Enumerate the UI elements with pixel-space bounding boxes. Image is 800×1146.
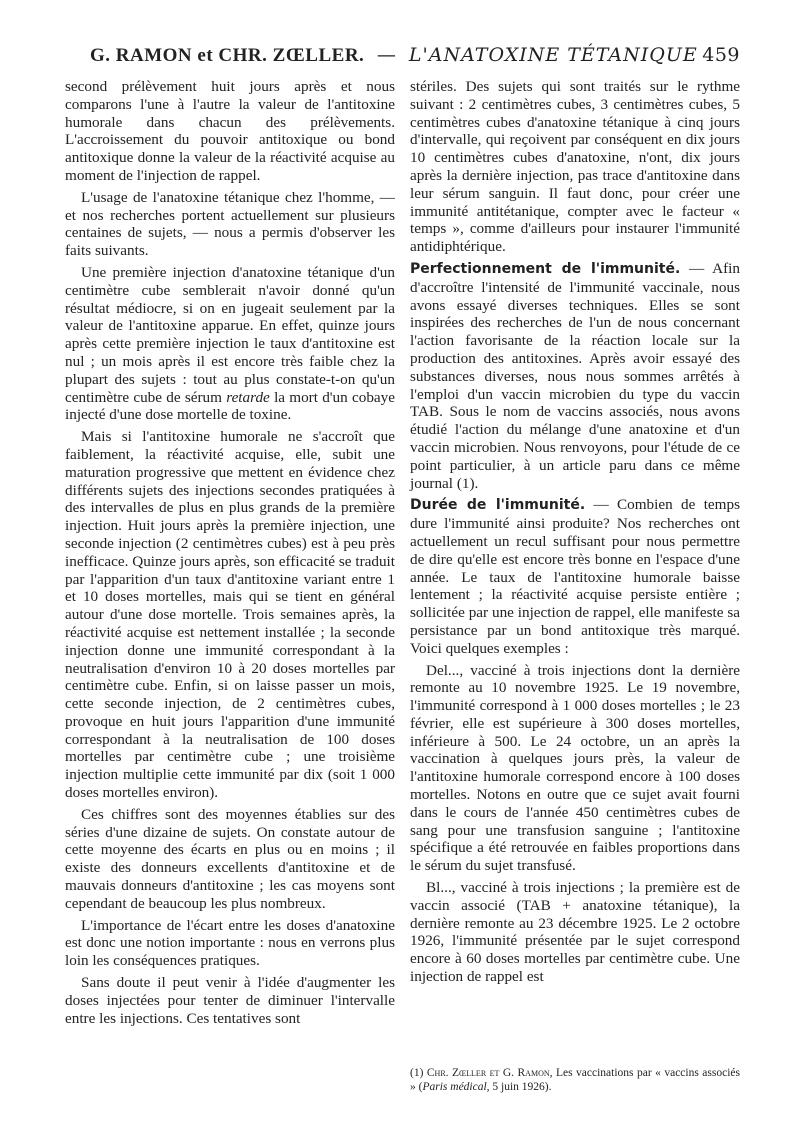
footnote-title: Les vaccinations par « vaccins associés » ( (410, 1067, 740, 1093)
left-paragraph-6: L'importance de l'écart entre les doses d'anatoxine est donc une notion importante : nous en verrons plus loin les conséquences pratiques. (65, 916, 395, 970)
section-heading-duree: Durée de l'immunité. (410, 497, 586, 514)
footnote-journal: Paris médical, (422, 1081, 490, 1093)
section-body-perfectionnement: — Afin d'accroître l'intensité de l'immunité vaccinale, nous avons essayé diverses techniques. Elles se sont inspirées des recherches de l'un de nous concernant l'action favorisante de la réaction locale sur la production des antitoxines. Après avoir essayé des substances diverses, nous nous sommes arrêtés à l'emploi d'un vaccin microbien du type du vaccin TAB. Sous le nom de vaccins associés, nous avons étudié l'action du mélange d'une anatoxine et d'un vaccin microbien. Nous renvoyons, pour l'étude de ce point particulier, à un article paru dans ce même journal (1). (410, 259, 740, 492)
running-header (90, 44, 740, 74)
left-paragraph-1: second prélèvement huit jours après et nous comparons l'une à l'autre la valeur de l'antitoxine humorale dans chacun des prélèvements. L'accroissement du pouvoir antitoxique ou bond antitoxique donne la valeur de la réactivité acquise au moment de l'injection de rappel. (65, 78, 395, 184)
section-body-duree: — Combien de temps dure l'immunité ainsi produite? Nos recherches ont actuellement un recul suffisant pour nous permettre de dire qu'elle est encore très bonne en l'espace d'une année. Le taux de l'antitoxine humorale baisse lentement ; la réactivité acquise persiste entière ; sollicitée par une injection de rappel, elle manifeste sa persistance par un bond antitoxique très marqué. Voici quelques exemples : (410, 496, 740, 657)
left-paragraph-3-after: la mort d'un cobaye injecté d'une dose mortelle de toxine. (65, 388, 395, 424)
header-authors: G. RAMON et CHR. ZŒLLER. (90, 45, 365, 66)
header-title: L'ANATOXINE TÉTANIQUE (408, 44, 698, 66)
footnote-number: (1) (410, 1067, 424, 1079)
left-paragraph-5: Ces chiffres sont des moyennes établies sur des séries d'une dizaine de sujets. On constate autour de cette moyenne des écarts en plus ou en moins ; il existe des donneurs excellents d'antitoxine et de mauvais donneurs d'antitoxine ; les cas moyens sont cependant de beaucoup les plus nombreux. (65, 805, 395, 912)
header-dash: — (376, 44, 397, 66)
section-duree (410, 496, 740, 657)
left-paragraph-3-before: Une première injection d'anatoxine tétanique d'un centimètre cube semblerait n'avoir donné qu'un résultat médiocre, si on en jugeait seulement par la valeur de l'antitoxine apparue. En effet, quinze jours après cette première injection le taux d'antitoxine est nul ; un mois après il est encore très faible chez la plupart des sujets : tout au plus constate-t-on qu'un centimètre cube de sérum (65, 263, 395, 406)
section-heading-perfectionnement: Perfectionnement de l'immunité. (410, 260, 681, 277)
right-paragraph-example-del: Del..., vacciné à trois injections dont la dernière remonte au 10 novembre 1925. Le 19 novembre, l'immunité correspond à 1 000 doses mortelles ; le 23 février, elle est supérieure à 300 doses mortelles, inférieure à 500. Le 24 octobre, un an après la vaccination à quelques jours près, la valeur de l'antitoxine humorale correspond encore à 100 doses mortelles. Notons en outre que ce sujet avait fourni dans le cours de l'année 450 centimètres cubes de sang pour une transfusion sanguine ; l'antitoxine spécifique a été retrouvée en faibles proportions dans le sérum du sujet transfusé. (410, 661, 740, 875)
left-paragraph-7: Sans doute il peut venir à l'idée d'augmenter les doses injectées pour tenter de diminuer l'intervalle entre les injections. Ces tentatives sont (65, 974, 395, 1027)
page-number: 459 (702, 44, 740, 66)
left-paragraph-2: L'usage de l'anatoxine tétanique chez l'homme, — et nos recherches portent actuellement sur plusieurs centaines de sujets, — nous a permis d'observer les faits suivants. (65, 188, 395, 260)
right-paragraph-example-bl: Bl..., vacciné à trois injections ; la première est de vaccin associé (TAB + anatoxine tétanique), la dernière remonte au 23 décembre 1925. Le 2 octobre 1926, l'immunité présentée par le sujet correspond encore à 60 doses mortelles par centimètre cube. Une injection de rappel est (410, 879, 740, 986)
right-paragraph-1: stériles. Des sujets qui sont traités sur le rythme suivant : 2 centimètres cubes, 3 centimètres cubes, 5 centimètres cubes d'anatoxine tétanique à cinq jours d'intervalle, qui reçoivent par conséquent en dix jours 10 centimètres cubes d'anatoxine, n'ont, dix jours après la dernière injection, pas trace d'antitoxine dans leur sérum sanguin. Il faut donc, pour créer une immunité antitétanique, compter avec le facteur « temps », comme d'ailleurs pour instaurer l'immunité antidiphtérique. (410, 78, 740, 256)
footnote-authors: Chr. Zœller et G. Ramon, (426, 1067, 553, 1079)
left-paragraph-3 (65, 264, 395, 424)
footnote (410, 1066, 740, 1094)
right-column (410, 78, 740, 990)
left-paragraph-3-italic: retarde (226, 388, 270, 406)
footnote-date: 5 juin 1926). (489, 1081, 552, 1093)
left-column (65, 78, 395, 1031)
left-paragraph-4: Mais si l'antitoxine humorale ne s'accroît que faiblement, la réactivité acquise, elle, subit une maturation progressive que mettent en évidence chez différents sujets des injections secondes pratiquées à des intervalles de plus en plus grands de la première injection. Huit jours après la première injection, une seconde injection (2 centimètres cubes) est à peu près inefficace. Quinze jours après, son efficacité se traduit par l'apparition d'un taux d'antitoxine variant entre 1 et 10 doses mortelles, mais qui se tient en général autour d'une dose mortelle. Trois semaines après, la réactivité acquise est nettement installée ; la seconde injection donne une immunité correspondant à la neutralisation d'environ 10 à 20 doses mortelles par centimètre cube. Enfin, si on laisse passer un mois, cette seconde injection, de 2 centimètres cubes, provoque en huit jours l'apparition d'une immunité correspondant à la neutralisation de 100 doses mortelles par centimètre cube ; une troisième injection multiplie cette immunité par dix (soit 1 000 doses mortelles environ). (65, 428, 395, 802)
section-perfectionnement (410, 260, 740, 492)
